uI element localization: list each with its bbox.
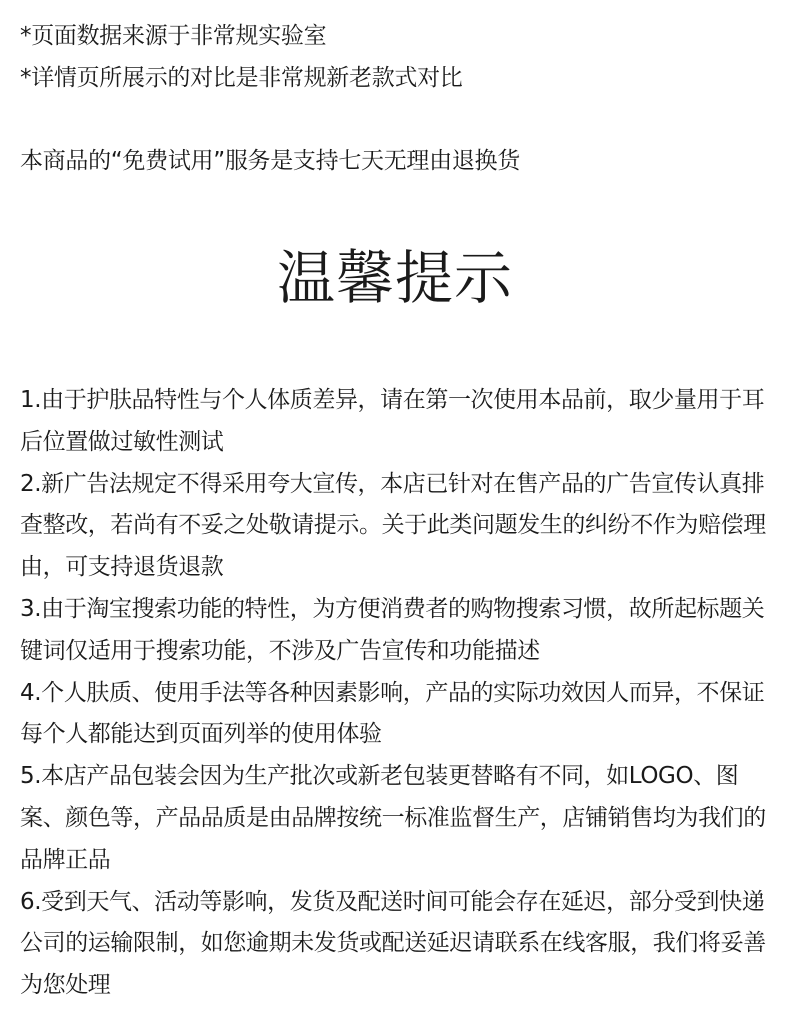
tip-item: 1.由于护肤品特性与个人体质差异，请在第一次使用本品前，取少量用于耳后位置做过敏性测试	[20, 387, 765, 455]
comparison-note: *详情页所展示的对比是非常规新老款式对比	[20, 65, 463, 91]
tip-item: 5.本店产品包装会因为生产批次或新老包装更替略有不同，如LOGO、图案、颜色等，产品品质是由品牌按统一标准监督生产，店铺销售均为我们的品牌正品	[20, 763, 766, 873]
data-source-note: *页面数据来源于非常规实验室	[20, 23, 327, 49]
tip-item: 6.受到天气、活动等影响，发货及配送时间可能会存在延迟，部分受到快递公司的运输限制，如您逾期未发货或配送延迟请联系在线客服，我们将妥善为您处理	[20, 888, 766, 999]
page-title: 温馨提示	[276, 244, 513, 312]
tip-item: 4.个人肤质、使用手法等各种因素影响，产品的实际功效因人而异，不保证每个人都能达到页面列举的使用体验	[20, 679, 765, 748]
tips-list	[20, 380, 772, 1007]
free-trial-notice: 本商品的“免费试用”服务是支持七天无理由退换货	[20, 148, 520, 174]
tip-item: 3.由于淘宝搜索功能的特性，为方便消费者的购物搜索习惯，故所起标题关键词仅适用于搜索功能，不涉及广告宣传和功能描述	[20, 595, 765, 664]
tip-item: 2.新广告法规定不得采用夸大宣传，本店已针对在售产品的广告宣传认真排查整改，若尚有不妥之处敬请提示。关于此类问题发生的纠纷不作为赔偿理由，可支持退货退款	[20, 470, 766, 581]
